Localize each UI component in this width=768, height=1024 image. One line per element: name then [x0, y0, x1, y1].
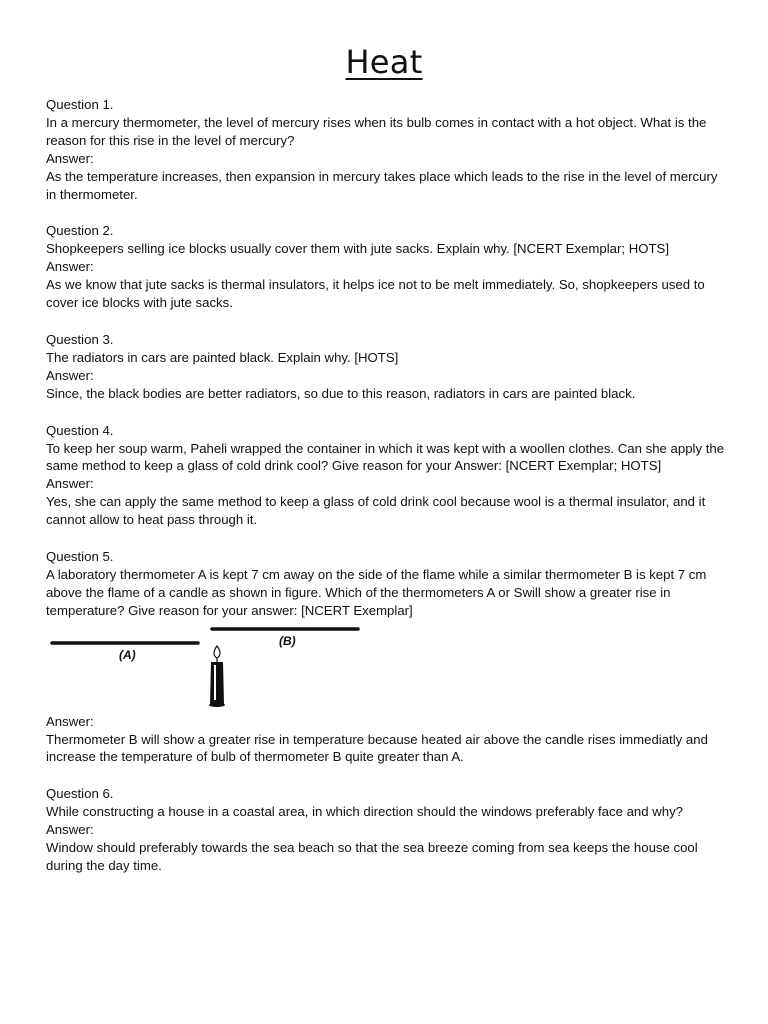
figure-drawing	[46, 620, 726, 713]
question-text: Shopkeepers selling ice blocks usually cover them with jute sacks. Explain why. [NCERT Exemplar; HOTS]	[46, 241, 669, 257]
candle-base	[209, 703, 225, 707]
candle-highlight	[214, 665, 216, 700]
question-block-2	[46, 222, 726, 312]
question-block-5	[46, 548, 726, 766]
qa-content	[46, 96, 726, 894]
answer-label: Answer:	[46, 713, 94, 729]
thermometer-b-label: (B)	[279, 633, 296, 648]
answer-label: Answer:	[46, 822, 94, 838]
question-label: Question 6.	[46, 786, 114, 802]
question-label: Question 4.	[46, 422, 114, 438]
question-label: Question 1.	[46, 97, 114, 112]
question-text: In a mercury thermometer, the level of mercury rises when its bulb comes in contact with a hot object. What is the reason for this rise in the level of mercury?	[46, 114, 707, 148]
answer-label: Answer:	[46, 259, 94, 275]
thermometer-a-label: (A)	[119, 647, 136, 662]
answer-label: Answer:	[46, 367, 94, 383]
question-block-3	[46, 331, 726, 403]
question-label: Question 5.	[46, 549, 114, 565]
answer-text: Thermometer B will show a greater rise in temperature because heated air above the candle rises immediatly and increase the temperature of bulb of thermometer B quite greater than A.	[46, 731, 708, 765]
question-text: The radiators in cars are painted black. Explain why. [HOTS]	[46, 349, 399, 365]
question-text: A laboratory thermometer A is kept 7 cm away on the side of the flame while a similar thermometer B is kept 7 cm above the flame of a candle as shown in figure. Which of the thermometers A or Swill show a greater rise in temperature? Give reason for your answer: [NCERT Exemplar]	[46, 566, 707, 618]
question-text: While constructing a house in a coastal area, in which direction should the windows preferably face and why?	[46, 804, 684, 820]
thermometer-candle-figure	[46, 620, 726, 713]
answer-text: As the temperature increases, then expansion in mercury takes place which leads to the rise in the level of mercury in thermometer.	[46, 168, 718, 202]
answer-text: Yes, she can apply the same method to keep a glass of cold drink cool because wool is a thermal insulator, and it cannot allow to heat pass through it.	[46, 494, 706, 528]
answer-text: Window should preferably towards the sea beach so that the sea breeze coming from sea keeps the house cool during the day time.	[46, 840, 698, 873]
candle-body	[210, 662, 224, 704]
answer-text: Since, the black bodies are better radiators, so due to this reason, radiators in cars are painted black.	[46, 385, 636, 401]
candle-flame	[214, 646, 220, 658]
page-title: Heat	[345, 43, 423, 81]
answer-label: Answer:	[46, 150, 94, 166]
question-text: To keep her soup warm, Paheli wrapped the container in which it was kept with a woollen clothes. Can she apply the same method to keep a glass of cold drink cool? Give reason for your Answer: [NCERT Exemplar; HOTS]	[46, 440, 725, 474]
answer-label: Answer:	[46, 476, 94, 492]
question-block-4	[46, 422, 726, 529]
question-block-6	[46, 785, 726, 875]
question-label: Question 2.	[46, 223, 114, 239]
question-label: Question 3.	[46, 331, 114, 347]
question-block-1	[46, 96, 726, 203]
answer-text: As we know that jute sacks is thermal insulators, it helps ice not to be melt immediately. So, shopkeepers used to cover ice blocks with jute sacks.	[46, 277, 705, 311]
